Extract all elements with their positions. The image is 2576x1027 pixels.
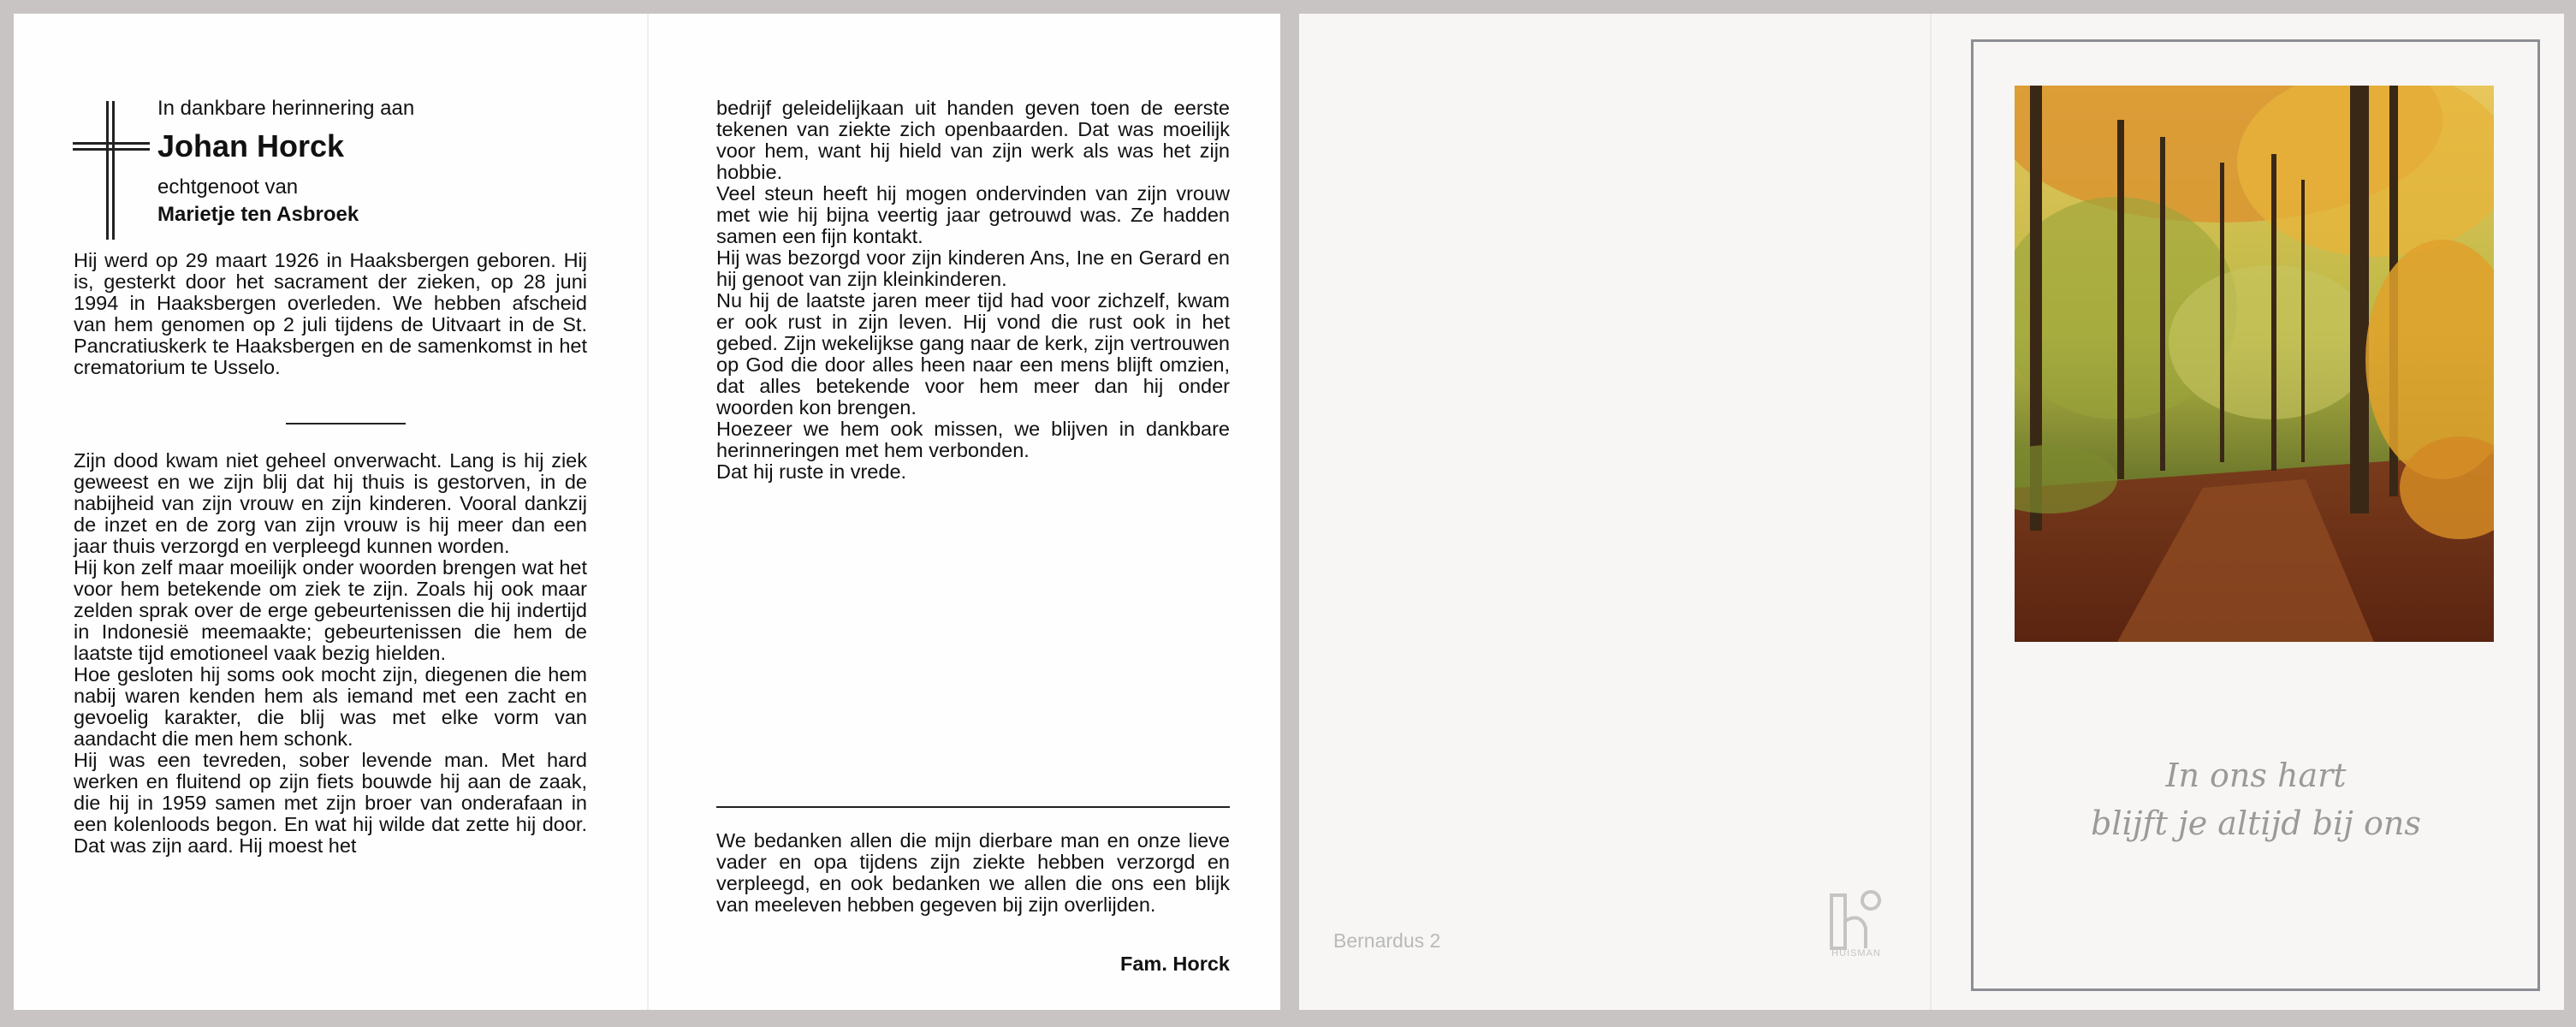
fold-line xyxy=(1930,14,1932,1010)
cover-card-panel xyxy=(1299,14,2564,1010)
paragraph: Hij was bezorgd voor zijn kinderen Ans, Ine en Gerard en hij genoot van zijn kleinkinderen. xyxy=(716,246,1230,290)
verse-line-2: blijft je altijd bij ons xyxy=(2091,804,2421,842)
logo-caption: HUISMAN xyxy=(1831,948,1881,959)
thanks-paragraph xyxy=(716,830,1230,916)
paragraph: Hij kon zelf maar moeilijk onder woorden brengen wat het voor hem betekende om ziek te zijn. Zoals hij ook maar zelden sprak over de erge gebeurtenissen die hij indertijd in Indonesië meemaakte; gebeurtenissen die hem de laatste tijd emotioneel vaak bezig hielden. xyxy=(74,556,587,664)
paragraph: Dat hij ruste in vrede. xyxy=(716,460,907,483)
deceased-name: Johan Horck xyxy=(157,128,345,163)
thanks-divider xyxy=(716,806,1230,808)
biography-paragraph xyxy=(74,250,587,378)
paragraph: Hij was een tevreden, sober levende man. Met hard werken en fluitend op zijn fiets bouwde hij aan de zaak, die hij in 1959 samen met zijn broer van onderafaan in een kolenloods begon. En wat hij wilde dat zette hij door. Dat was zijn aard. Hij moest het xyxy=(74,749,587,857)
family-signature: Fam. Horck xyxy=(1120,953,1230,975)
paragraph: Hoezeer we hem ook missen, we blijven in dankbare herinneringen met hem verbonden. xyxy=(716,418,1230,461)
spouse-name: Marietje ten Asbroek xyxy=(157,203,359,226)
autumn-forest-photo xyxy=(2015,86,2494,642)
forest-image xyxy=(2015,86,2494,642)
fold-line xyxy=(647,14,649,1010)
paragraph: Nu hij de laatste jaren meer tijd had voor zichzelf, kwam er ook rust in zijn leven. Hij vond die rust ook in het gebed. Zijn wekelijkse gang naar de kerk, zijn vertrouwen op God die door alles heen naar een mens blijft omzien, dat alles betekende voor hem meer dan hij onder woorden kon brengen. xyxy=(716,289,1230,419)
inner-card-panel xyxy=(14,14,1280,1010)
relation-text: echtgenoot van xyxy=(157,175,299,199)
verse-line-1: In ons hart xyxy=(2165,757,2347,794)
paragraph: Hoe gesloten hij soms ook mocht zijn, diegenen die hem nabij waren kenden hem als iemand met een zacht en gevoelig karakter, die blij was met elke vorm van aandacht die men hem schonk. xyxy=(74,663,587,750)
left-column xyxy=(74,450,587,857)
divider xyxy=(286,423,406,424)
intro-text: In dankbare herinnering aan xyxy=(157,97,415,120)
paragraph: Veel steun heeft hij mogen ondervinden van zijn vrouw met wie hij bijna veertig jaar getrouwd was. Ze hadden samen een fijn kontakt. xyxy=(716,182,1230,247)
right-column xyxy=(716,98,1230,483)
paragraph: bedrijf geleidelijkaan uit handen geven toen de eerste tekenen van ziekte zich openbaarden. Dat was moeilijk voor hem, want hij hield van zijn werk als was het zijn hobbie. xyxy=(716,97,1230,183)
logo-icon xyxy=(1826,887,1886,972)
paragraph: Zijn dood kwam niet geheel onverwacht. Lang is hij ziek geweest en we zijn blij dat hij thuis is gestorven, in de nabijheid van zijn vrouw en zijn kinderen. Vooral dankzij de inzet en de zorg van zijn vrouw is hij meer dan een jaar thuis verzorgd en verpleegd kunnen worden. xyxy=(74,449,587,557)
publisher-logo xyxy=(1826,887,1886,972)
design-name: Bernardus 2 xyxy=(1333,929,1441,952)
thanks-text: We bedanken allen die mijn dierbare man en onze lieve vader en opa tijdens zijn ziekte hebben verzorgd en verpleegd, en ook bedanken we allen die ons een blijk van meeleven hebben gegeven bij zijn overlijden. xyxy=(716,829,1230,916)
biography-text: Hij werd op 29 maart 1926 in Haaksbergen geboren. Hij is, gesterkt door het sacrament der zieken, op 28 juni 1994 in Haaksbergen overleden. We hebben afscheid van hem genomen op 2 juli tijdens de Uitvaart in de St. Pancratiuskerk te Haaksbergen en de samenkomst in het crematorium te Usselo. xyxy=(74,249,587,378)
